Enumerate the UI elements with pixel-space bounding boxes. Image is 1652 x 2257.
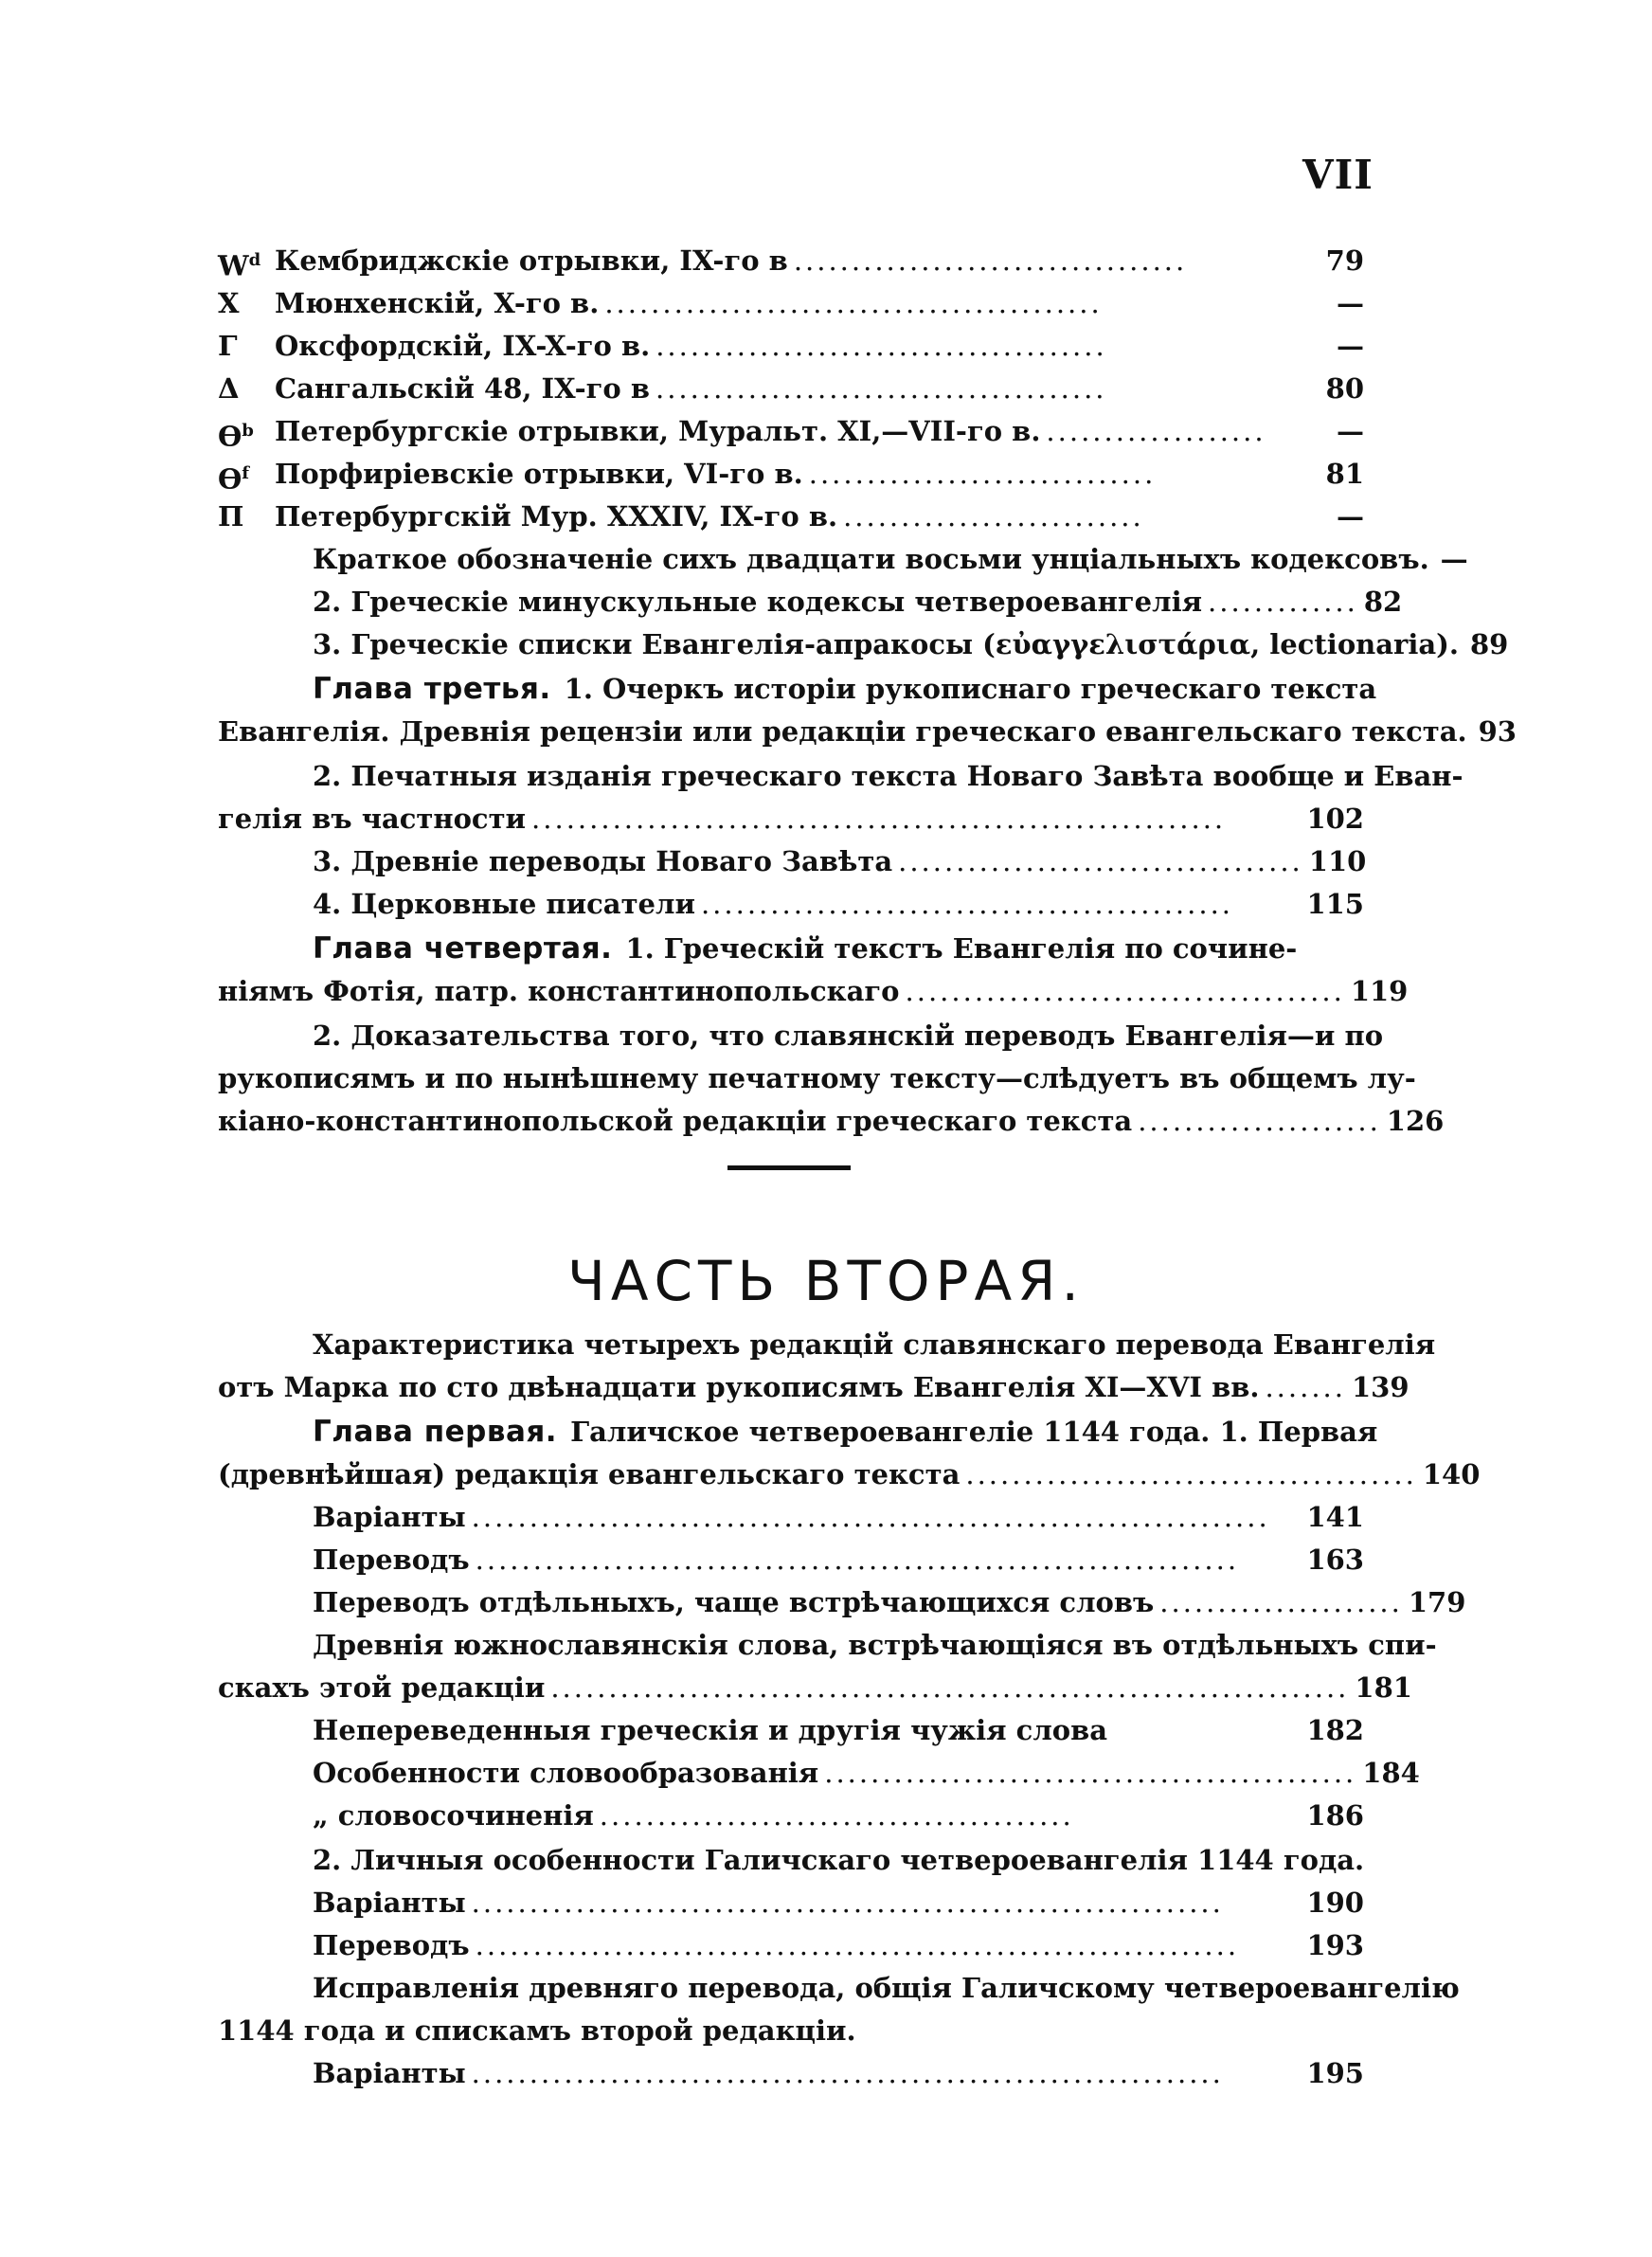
manuscript-siglum: $W^d$ — [218, 249, 261, 282]
page-ref: 80 — [1325, 372, 1364, 405]
toc-line — [218, 969, 1409, 1013]
page-ref: — — [1440, 543, 1468, 575]
chapter-heading: Глава четвертая. — [313, 931, 613, 966]
dot-leader: ......................................... — [599, 1799, 1074, 1832]
toc-line — [218, 1923, 1364, 1967]
toc-line — [218, 1099, 1445, 1143]
manuscript-siglum: Π — [218, 500, 244, 533]
dot-leader: ................................................................. — [471, 2057, 1224, 2089]
toc-line — [218, 1056, 1416, 1100]
toc-entry-text: Евангелія. Древнія рецензіи или редакціи греческаго евангельскаго текста. — [218, 715, 1467, 748]
toc-entry-text: Исправленія древняго перевода, общія Галичскому четвероевангелію — [313, 1972, 1460, 2004]
toc-entry-text: Непереведенныя греческія и другія чужія слова — [313, 1714, 1108, 1746]
page-ref: 93 — [1478, 715, 1517, 748]
toc-entry-text: „ словосочиненія — [313, 1799, 594, 1832]
toc-line — [218, 1666, 1412, 1709]
page-ref: 110 — [1308, 845, 1367, 877]
manuscript-siglum: Δ — [218, 372, 240, 405]
toc-line — [218, 1538, 1364, 1581]
toc-line — [218, 580, 1403, 623]
page-ref: 115 — [1306, 888, 1364, 920]
dot-leader: .............................. — [808, 458, 1157, 490]
dot-leader: ............................................................ — [531, 803, 1227, 835]
page-ref: 182 — [1306, 1714, 1364, 1746]
toc-line — [218, 1410, 1378, 1454]
page-ref: 141 — [1306, 1501, 1364, 1533]
toc-entry-text: Варіанты — [313, 1501, 466, 1533]
page-ref: 139 — [1352, 1371, 1410, 1403]
toc-line — [218, 840, 1367, 883]
page-ref: 119 — [1350, 975, 1409, 1007]
toc-line — [218, 1708, 1364, 1752]
page-ref: 82 — [1363, 586, 1403, 618]
page-ref: 79 — [1325, 244, 1364, 277]
toc-line — [218, 1838, 1364, 1882]
toc-entry-text: 1. Греческій текстъ Евангелія по сочине- — [625, 932, 1298, 965]
siglum-superscript: f — [242, 463, 250, 483]
toc-line — [218, 754, 1463, 798]
toc-line — [218, 2009, 1364, 2052]
toc-entry-text: 4. Церковные писатели — [313, 888, 695, 920]
toc-line — [218, 1495, 1364, 1539]
toc-line — [218, 1751, 1420, 1795]
toc-line — [218, 1623, 1437, 1667]
page-ref: 89 — [1469, 628, 1509, 660]
page-ref: 102 — [1306, 803, 1364, 835]
manuscript-siglum: $ϴ^b$ — [218, 420, 254, 453]
dot-leader: ..................... — [1138, 1105, 1381, 1137]
toc-entry-text: Переводъ — [313, 1929, 470, 1961]
dot-leader: ....... — [1265, 1371, 1346, 1403]
manuscript-siglum: Γ — [218, 330, 238, 362]
dot-leader: ................................... — [898, 845, 1303, 877]
toc-entry-text: 3. Древніе переводы Новаго Завѣта — [313, 845, 893, 877]
toc-entry-text: гелія въ частности — [218, 803, 527, 835]
toc-entry-text: (древнѣйшая) редакція евангельскаго текста — [218, 1458, 961, 1490]
dot-leader: .................................................................. — [475, 1929, 1240, 1961]
toc-entry-text: Древнія южнославянскія слова, встрѣчающіяся въ отдѣльныхъ спи- — [313, 1629, 1437, 1661]
toc-entry-text: 2. Греческіе минускульные кодексы четвероевангелія — [313, 586, 1203, 618]
toc-entry-text: ніямъ Фотія, патр. константинопольскаго — [218, 975, 900, 1007]
toc-line — [218, 409, 1364, 453]
toc-line — [218, 367, 1364, 410]
page-ref: 184 — [1362, 1757, 1420, 1789]
page-ref: — — [1337, 330, 1364, 362]
toc-entry-text: 1. Очеркъ исторіи рукописнаго греческаго текста — [564, 673, 1377, 705]
toc-entry-text: Характеристика четырехъ редакцій славянскаго перевода Евангелія — [313, 1328, 1436, 1361]
toc-entry-text: Оксфордскій, IX-X-го в. — [275, 330, 651, 362]
dot-leader: .............................................. — [700, 888, 1234, 920]
toc-line — [218, 667, 1377, 711]
toc-line — [218, 452, 1364, 496]
page-ref: 186 — [1306, 1799, 1364, 1832]
toc-line — [218, 1881, 1364, 1924]
dot-leader: ..................................................................... — [550, 1671, 1350, 1704]
section-divider — [727, 1165, 851, 1170]
toc-entry-text: скахъ этой редакціи — [218, 1671, 546, 1704]
toc-entry-text: Кембриджскіе отрывки, IX-го в — [275, 244, 788, 277]
toc-entry-text: Переводъ отдѣльныхъ, чаще встрѣчающихся словъ — [313, 1586, 1155, 1618]
toc-line — [218, 324, 1364, 368]
siglum-superscript: d — [248, 250, 261, 270]
dot-leader: ....................................... — [965, 1458, 1417, 1490]
toc-entry-text: Петербургскій Мур. XXXIV, IX-го в. — [275, 500, 838, 533]
toc-line — [218, 797, 1364, 840]
page-ref: 163 — [1306, 1544, 1364, 1576]
toc-entry-text: отъ Марка по сто двѣнадцати рукописямъ Евангелія XI—XVI вв. — [218, 1371, 1260, 1403]
page-ref: 81 — [1325, 458, 1364, 490]
toc-entry-text: Варіанты — [313, 2057, 466, 2089]
toc-line — [218, 1014, 1384, 1057]
dot-leader: ..................................................................... — [471, 1501, 1270, 1533]
toc-line — [218, 882, 1364, 926]
page-ref: 190 — [1306, 1887, 1364, 1919]
toc-entry-text: Мюнхенскій, X-го в. — [275, 287, 600, 319]
page-ref: — — [1337, 415, 1364, 447]
toc-entry-text: Особенности словообразованія — [313, 1757, 819, 1789]
toc-entry-text: Петербургскіе отрывки, Муральт. XI,—VII-го в. — [275, 415, 1041, 447]
dot-leader: ....................................... — [655, 330, 1107, 362]
siglum-superscript: b — [242, 421, 254, 441]
chapter-heading: Глава третья. — [313, 672, 551, 706]
page-ref: 179 — [1408, 1586, 1466, 1618]
dot-leader: ................................................................. — [471, 1887, 1224, 1919]
toc-entry-text: Краткое обозначеніе сихъ двадцати восьми унціальныхъ кодексовъ. — [313, 543, 1429, 575]
dot-leader: ...................................... — [905, 975, 1345, 1007]
toc-line — [218, 1794, 1364, 1837]
toc-entry-text: 2. Печатныя изданія греческаго текста Новаго Завѣта вообще и Еван- — [313, 760, 1463, 792]
toc-entry-text: 1144 года и спискамъ второй редакціи. — [218, 2014, 856, 2047]
page-ref: 140 — [1422, 1458, 1481, 1490]
toc-line — [218, 1580, 1466, 1624]
page-ref: 126 — [1386, 1105, 1445, 1137]
toc-line — [218, 623, 1509, 666]
manuscript-siglum: $ϴ^f$ — [218, 462, 250, 496]
page-ref: — — [1337, 500, 1364, 533]
dot-leader: .................................. — [793, 244, 1188, 277]
chapter-heading: Глава первая. — [313, 1415, 558, 1449]
toc-line — [218, 1365, 1410, 1409]
toc-line — [218, 1323, 1436, 1366]
page-ref: 193 — [1306, 1929, 1364, 1961]
dot-leader: ................... — [1046, 415, 1266, 447]
toc-entry-text: 2. Личныя особенности Галичскаго четвероевангелія 1144 года. — [313, 1844, 1365, 1876]
toc-line — [218, 1966, 1460, 2010]
toc-entry-text: Варіанты — [313, 1887, 466, 1919]
page-ref: — — [1337, 287, 1364, 319]
dot-leader: ..................... — [1159, 1586, 1403, 1618]
toc-line — [218, 239, 1364, 282]
page-ref: 195 — [1306, 2057, 1364, 2089]
toc-line — [218, 537, 1468, 581]
toc-entry-text: Сангальскій 48, IX-го в — [275, 372, 650, 405]
toc-line — [218, 281, 1364, 325]
dot-leader: .......................... — [843, 500, 1144, 533]
toc-entry-text: Переводъ — [313, 1544, 470, 1576]
dot-leader: .................................................................. — [475, 1544, 1240, 1576]
toc-entry-text: рукописямъ и по нынѣшнему печатному тексту—слѣдуетъ въ общемъ лу- — [218, 1062, 1416, 1094]
dot-leader: ........................................... — [604, 287, 1103, 319]
part-title: ЧАСТЬ ВТОРАЯ. — [567, 1249, 1085, 1313]
dot-leader: ............. — [1208, 586, 1358, 618]
page-ref: 181 — [1355, 1671, 1412, 1704]
page-number: VII — [1302, 152, 1374, 198]
toc-entry-text: кіано-константинопольской редакціи греческаго текста — [218, 1105, 1133, 1137]
dot-leader: ....................................... — [655, 372, 1107, 405]
toc-entry-text: 3. Греческіе списки Евангелія-апракосы (εὐαγγελιστάρια, lectionaria). — [313, 628, 1459, 660]
toc-entry-text: Порфиріевскіе отрывки, VI-го в. — [275, 458, 803, 490]
manuscript-siglum: X — [218, 287, 240, 319]
toc-entry-text: Галичское четвероевангеліе 1144 года. 1. Первая — [570, 1416, 1378, 1448]
toc-line — [218, 710, 1517, 753]
toc-entry-text: 2. Доказательства того, что славянскій переводъ Евангелія—и по — [313, 1020, 1384, 1052]
toc-line — [218, 927, 1364, 970]
toc-line — [218, 2051, 1364, 2095]
toc-line — [218, 1453, 1481, 1496]
toc-line — [218, 495, 1364, 538]
dot-leader: .............................................. — [824, 1757, 1357, 1789]
